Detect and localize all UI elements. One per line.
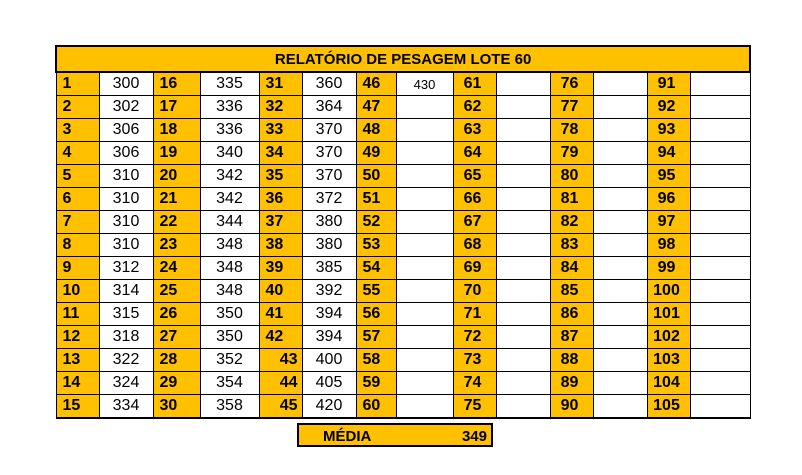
animal-number: 76 [550, 72, 593, 96]
weight-value: 380 [302, 234, 356, 257]
weight-value [496, 211, 550, 234]
weight-value: 420 [302, 395, 356, 419]
animal-number: 48 [356, 119, 396, 142]
animal-number: 9 [56, 257, 99, 280]
weight-value: 352 [200, 349, 259, 372]
weight-value: 380 [302, 211, 356, 234]
weight-value [690, 372, 750, 395]
animal-number: 58 [356, 349, 396, 372]
weight-value [593, 303, 647, 326]
weight-value [593, 165, 647, 188]
animal-number: 1 [56, 72, 99, 96]
animal-number: 67 [453, 211, 496, 234]
table-row [56, 280, 750, 303]
table-row [56, 188, 750, 211]
weight-value [396, 280, 453, 303]
weight-value: 350 [200, 303, 259, 326]
weight-value [496, 165, 550, 188]
animal-number: 36 [259, 188, 302, 211]
table-row [56, 234, 750, 257]
animal-number: 90 [550, 395, 593, 419]
animal-number: 74 [453, 372, 496, 395]
weight-value: 394 [302, 326, 356, 349]
weight-value [396, 303, 453, 326]
animal-number: 12 [56, 326, 99, 349]
animal-number: 92 [647, 96, 690, 119]
animal-number: 27 [153, 326, 200, 349]
weight-value: 310 [99, 234, 153, 257]
animal-number: 47 [356, 96, 396, 119]
animal-number: 37 [259, 211, 302, 234]
table-row [56, 257, 750, 280]
weight-value [690, 326, 750, 349]
weight-value [396, 349, 453, 372]
animal-number: 72 [453, 326, 496, 349]
animal-number: 85 [550, 280, 593, 303]
animal-number: 45 [259, 395, 302, 419]
animal-number: 26 [153, 303, 200, 326]
weight-value: 336 [200, 119, 259, 142]
animal-number: 8 [56, 234, 99, 257]
table-row [56, 96, 750, 119]
weight-value: 344 [200, 211, 259, 234]
animal-number: 53 [356, 234, 396, 257]
animal-number: 40 [259, 280, 302, 303]
animal-number: 41 [259, 303, 302, 326]
animal-number: 97 [647, 211, 690, 234]
animal-number: 49 [356, 142, 396, 165]
weight-value [396, 211, 453, 234]
weight-value [690, 119, 750, 142]
weight-value: 348 [200, 257, 259, 280]
table-row [56, 211, 750, 234]
animal-number: 35 [259, 165, 302, 188]
animal-number: 80 [550, 165, 593, 188]
weight-value: 306 [99, 142, 153, 165]
animal-number: 95 [647, 165, 690, 188]
animal-number: 19 [153, 142, 200, 165]
animal-number: 69 [453, 257, 496, 280]
animal-number: 103 [647, 349, 690, 372]
weight-value [690, 142, 750, 165]
weight-value [396, 96, 453, 119]
weight-value [396, 234, 453, 257]
animal-number: 23 [153, 234, 200, 257]
weight-value: 354 [200, 372, 259, 395]
weight-value: 310 [99, 188, 153, 211]
animal-number: 93 [647, 119, 690, 142]
animal-number: 30 [153, 395, 200, 419]
animal-number: 89 [550, 372, 593, 395]
weight-value [593, 372, 647, 395]
table-row [56, 165, 750, 188]
table-row [56, 142, 750, 165]
animal-number: 63 [453, 119, 496, 142]
weight-value: 306 [99, 119, 153, 142]
table-row [56, 303, 750, 326]
weight-value [690, 211, 750, 234]
weight-value: 310 [99, 211, 153, 234]
animal-number: 81 [550, 188, 593, 211]
weight-value [593, 280, 647, 303]
weight-value [396, 326, 453, 349]
weight-value: 335 [200, 72, 259, 96]
animal-number: 50 [356, 165, 396, 188]
weight-value: 350 [200, 326, 259, 349]
weight-value [593, 326, 647, 349]
table-row [56, 349, 750, 372]
weight-value: 334 [99, 395, 153, 419]
weight-value [690, 234, 750, 257]
animal-number: 15 [56, 395, 99, 419]
table-row [56, 72, 750, 96]
weight-value [496, 395, 550, 419]
animal-number: 61 [453, 72, 496, 96]
animal-number: 34 [259, 142, 302, 165]
weight-value [690, 257, 750, 280]
animal-number: 46 [356, 72, 396, 96]
animal-number: 75 [453, 395, 496, 419]
weight-value: 370 [302, 165, 356, 188]
animal-number: 11 [56, 303, 99, 326]
animal-number: 99 [647, 257, 690, 280]
weight-value [690, 96, 750, 119]
weight-value [690, 72, 750, 96]
weight-value [593, 119, 647, 142]
weight-value [396, 119, 453, 142]
animal-number: 7 [56, 211, 99, 234]
weight-value [496, 326, 550, 349]
weight-value [396, 372, 453, 395]
weight-value [396, 188, 453, 211]
weight-value [690, 303, 750, 326]
weight-value [496, 303, 550, 326]
weight-value: 315 [99, 303, 153, 326]
animal-number: 52 [356, 211, 396, 234]
animal-number: 56 [356, 303, 396, 326]
animal-number: 77 [550, 96, 593, 119]
weight-value: 342 [200, 165, 259, 188]
animal-number: 88 [550, 349, 593, 372]
animal-number: 64 [453, 142, 496, 165]
animal-number: 20 [153, 165, 200, 188]
animal-number: 6 [56, 188, 99, 211]
weight-value [593, 72, 647, 96]
table-row [56, 395, 750, 419]
weight-value [496, 96, 550, 119]
animal-number: 51 [356, 188, 396, 211]
weight-value [496, 349, 550, 372]
animal-number: 32 [259, 96, 302, 119]
average-summary [297, 423, 493, 447]
weight-value: 314 [99, 280, 153, 303]
weight-value [396, 142, 453, 165]
animal-number: 62 [453, 96, 496, 119]
animal-number: 39 [259, 257, 302, 280]
animal-number: 59 [356, 372, 396, 395]
weight-value [690, 165, 750, 188]
animal-number: 73 [453, 349, 496, 372]
animal-number: 38 [259, 234, 302, 257]
animal-number: 82 [550, 211, 593, 234]
animal-number: 29 [153, 372, 200, 395]
weight-value: 312 [99, 257, 153, 280]
weighing-report-table [55, 45, 751, 419]
weight-value [496, 372, 550, 395]
weight-value: 372 [302, 188, 356, 211]
animal-number: 18 [153, 119, 200, 142]
animal-number: 100 [647, 280, 690, 303]
weight-value: 336 [200, 96, 259, 119]
average-value: 349 [461, 428, 487, 445]
animal-number: 43 [259, 349, 302, 372]
weight-value: 324 [99, 372, 153, 395]
average-label: MÉDIA [323, 428, 372, 445]
animal-number: 55 [356, 280, 396, 303]
table-row [56, 119, 750, 142]
animal-number: 25 [153, 280, 200, 303]
animal-number: 4 [56, 142, 99, 165]
animal-number: 96 [647, 188, 690, 211]
animal-number: 87 [550, 326, 593, 349]
animal-number: 71 [453, 303, 496, 326]
weight-value: 302 [99, 96, 153, 119]
weight-value [496, 72, 550, 96]
animal-number: 31 [259, 72, 302, 96]
weight-value: 405 [302, 372, 356, 395]
animal-number: 57 [356, 326, 396, 349]
animal-number: 86 [550, 303, 593, 326]
animal-number: 102 [647, 326, 690, 349]
animal-number: 101 [647, 303, 690, 326]
animal-number: 42 [259, 326, 302, 349]
animal-number: 65 [453, 165, 496, 188]
animal-number: 3 [56, 119, 99, 142]
weight-value: 430 [396, 72, 453, 96]
animal-number: 83 [550, 234, 593, 257]
weight-value [396, 395, 453, 419]
animal-number: 105 [647, 395, 690, 419]
report-title: RELATÓRIO DE PESAGEM LOTE 60 [56, 46, 750, 72]
weight-value [593, 96, 647, 119]
weight-value: 342 [200, 188, 259, 211]
animal-number: 94 [647, 142, 690, 165]
weight-value [690, 188, 750, 211]
weight-value [593, 188, 647, 211]
weight-value: 385 [302, 257, 356, 280]
animal-number: 10 [56, 280, 99, 303]
animal-number: 17 [153, 96, 200, 119]
weight-value: 370 [302, 119, 356, 142]
animal-number: 91 [647, 72, 690, 96]
animal-number: 68 [453, 234, 496, 257]
weight-value: 392 [302, 280, 356, 303]
table-row [56, 326, 750, 349]
animal-number: 22 [153, 211, 200, 234]
animal-number: 98 [647, 234, 690, 257]
weight-value [690, 395, 750, 419]
weight-value: 348 [200, 234, 259, 257]
weight-value [593, 211, 647, 234]
weight-value [396, 165, 453, 188]
animal-number: 21 [153, 188, 200, 211]
animal-number: 84 [550, 257, 593, 280]
weight-value: 300 [99, 72, 153, 96]
weight-value: 358 [200, 395, 259, 419]
animal-number: 16 [153, 72, 200, 96]
weight-value: 310 [99, 165, 153, 188]
weight-value: 318 [99, 326, 153, 349]
animal-number: 24 [153, 257, 200, 280]
animal-number: 33 [259, 119, 302, 142]
weight-value [593, 349, 647, 372]
weight-value: 348 [200, 280, 259, 303]
weight-value: 322 [99, 349, 153, 372]
weight-value [593, 142, 647, 165]
animal-number: 66 [453, 188, 496, 211]
animal-number: 28 [153, 349, 200, 372]
animal-number: 54 [356, 257, 396, 280]
animal-number: 13 [56, 349, 99, 372]
weight-value [396, 257, 453, 280]
animal-number: 104 [647, 372, 690, 395]
weight-value [593, 234, 647, 257]
weight-value: 364 [302, 96, 356, 119]
animal-number: 44 [259, 372, 302, 395]
weight-value [593, 257, 647, 280]
weight-value [593, 395, 647, 419]
weight-value [496, 119, 550, 142]
animal-number: 5 [56, 165, 99, 188]
weight-value: 400 [302, 349, 356, 372]
animal-number: 2 [56, 96, 99, 119]
weight-value [496, 188, 550, 211]
table-row [56, 372, 750, 395]
weight-value: 394 [302, 303, 356, 326]
weight-value: 370 [302, 142, 356, 165]
weight-value: 340 [200, 142, 259, 165]
animal-number: 70 [453, 280, 496, 303]
animal-number: 14 [56, 372, 99, 395]
weight-value [496, 257, 550, 280]
weight-value [496, 234, 550, 257]
animal-number: 79 [550, 142, 593, 165]
weight-value [690, 349, 750, 372]
weight-value [690, 280, 750, 303]
weight-value [496, 280, 550, 303]
animal-number: 60 [356, 395, 396, 419]
animal-number: 78 [550, 119, 593, 142]
weight-value [496, 142, 550, 165]
weight-value: 360 [302, 72, 356, 96]
